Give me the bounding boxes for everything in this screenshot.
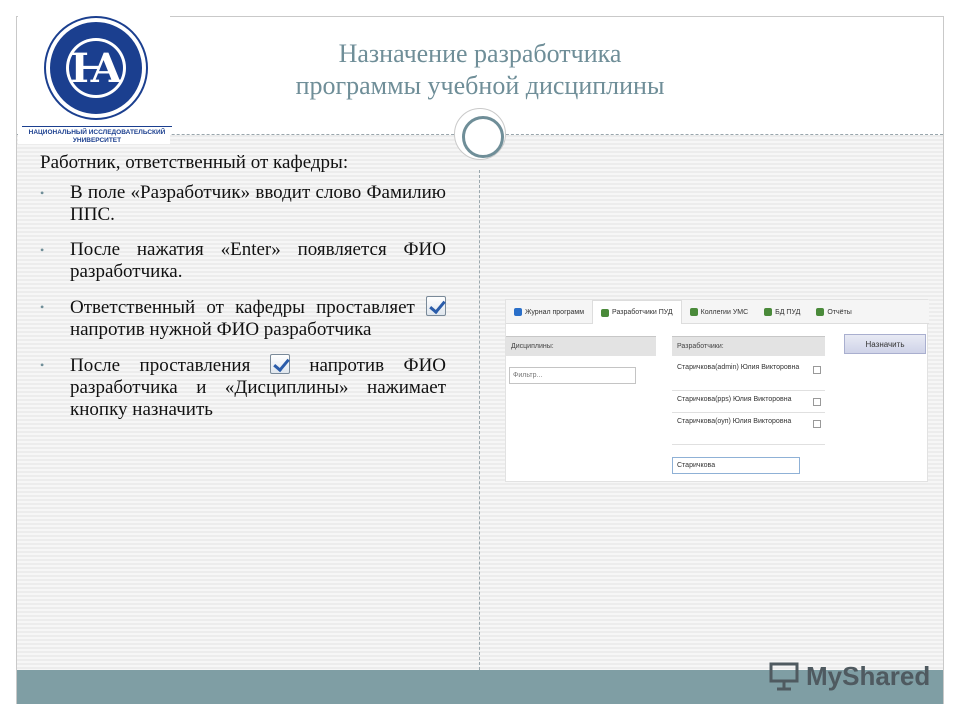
watermark xyxy=(768,658,930,694)
tab-collegium[interactable] xyxy=(682,300,757,324)
developer-name: Старичкова(pps) Юлия Викторовна xyxy=(677,396,792,403)
title-line-1: Назначение разработчика xyxy=(338,39,622,68)
journal-icon xyxy=(514,308,522,316)
developer-name: Старичкова(admin) Юлия Викторовна xyxy=(677,364,800,371)
app-tabs xyxy=(506,300,929,324)
tab-database[interactable] xyxy=(756,300,808,324)
assign-button[interactable]: Назначить xyxy=(844,334,926,354)
developer-checkbox[interactable] xyxy=(813,366,821,374)
tab-label: Отчёты xyxy=(827,308,852,316)
bullet-item xyxy=(40,182,446,226)
lead-text: Работник, ответственный от кафедры: xyxy=(40,152,349,173)
bullet-text: Ответственный от кафедры проставляет xyxy=(70,297,415,318)
bullet-text: напротив ФИО разработчика и «Дисциплины» нажимает кнопку назначить xyxy=(70,355,447,420)
hse-emblem xyxy=(46,18,146,118)
circle-ornament xyxy=(454,108,506,160)
developer-row xyxy=(672,413,825,445)
bullet-item xyxy=(40,239,446,283)
tab-developers[interactable] xyxy=(592,300,682,324)
bullet-item xyxy=(40,296,446,341)
tab-label: Разработчики ПУД xyxy=(612,309,673,316)
column-divider xyxy=(479,170,480,670)
developer-row xyxy=(672,359,825,391)
bullet-list xyxy=(40,182,446,421)
developer-name: Старичкова(оуп) Юлия Викторовна xyxy=(677,418,792,425)
developer-row xyxy=(672,391,825,413)
developer-checkbox[interactable] xyxy=(813,420,821,428)
discipline-filter-input[interactable]: Фильтр... xyxy=(509,367,636,384)
bullet-text: После проставления xyxy=(70,355,251,376)
instructions xyxy=(40,152,446,434)
collegium-icon xyxy=(690,308,698,316)
bullet-text: напротив нужной ФИО разработчика xyxy=(70,319,372,340)
tab-reports[interactable] xyxy=(808,300,859,324)
tab-label: Журнал программ xyxy=(525,308,585,316)
watermark-text: MyShared xyxy=(806,660,931,691)
university-logo xyxy=(18,14,170,144)
svg-text:Ꙗ: Ꙗ xyxy=(70,45,122,92)
checkbox-icon xyxy=(270,354,290,374)
bullet-text: После нажатия «Enter» появляется ФИО разработчика. xyxy=(70,239,446,282)
developer-search-input[interactable]: Старичкова xyxy=(672,457,800,474)
bullet-item xyxy=(40,354,446,421)
checkbox-icon xyxy=(426,296,446,316)
disciplines-header: Дисциплины: xyxy=(506,336,656,356)
reports-icon xyxy=(816,308,824,316)
hse-emblem-graphic xyxy=(50,22,142,114)
tab-label: Коллегии УМС xyxy=(700,308,749,316)
developers-icon xyxy=(601,309,609,317)
title-line-2: программы учебной дисциплины xyxy=(295,71,665,100)
bullet-text: В поле «Разработчик» вводит слово Фамилию ППС. xyxy=(70,182,446,225)
developers-header: Разработчики: xyxy=(672,336,825,356)
logo-caption: НАЦИОНАЛЬНЫЙ ИССЛЕДОВАТЕЛЬСКИЙ УНИВЕРСИТЕТ xyxy=(22,126,172,144)
page-title xyxy=(180,38,780,102)
presentation-icon xyxy=(768,661,800,691)
developer-checkbox[interactable] xyxy=(813,398,821,406)
tab-label: БД ПУД xyxy=(775,308,801,316)
database-icon xyxy=(764,308,772,316)
tab-journal[interactable] xyxy=(506,300,592,324)
app-screenshot xyxy=(505,299,928,482)
